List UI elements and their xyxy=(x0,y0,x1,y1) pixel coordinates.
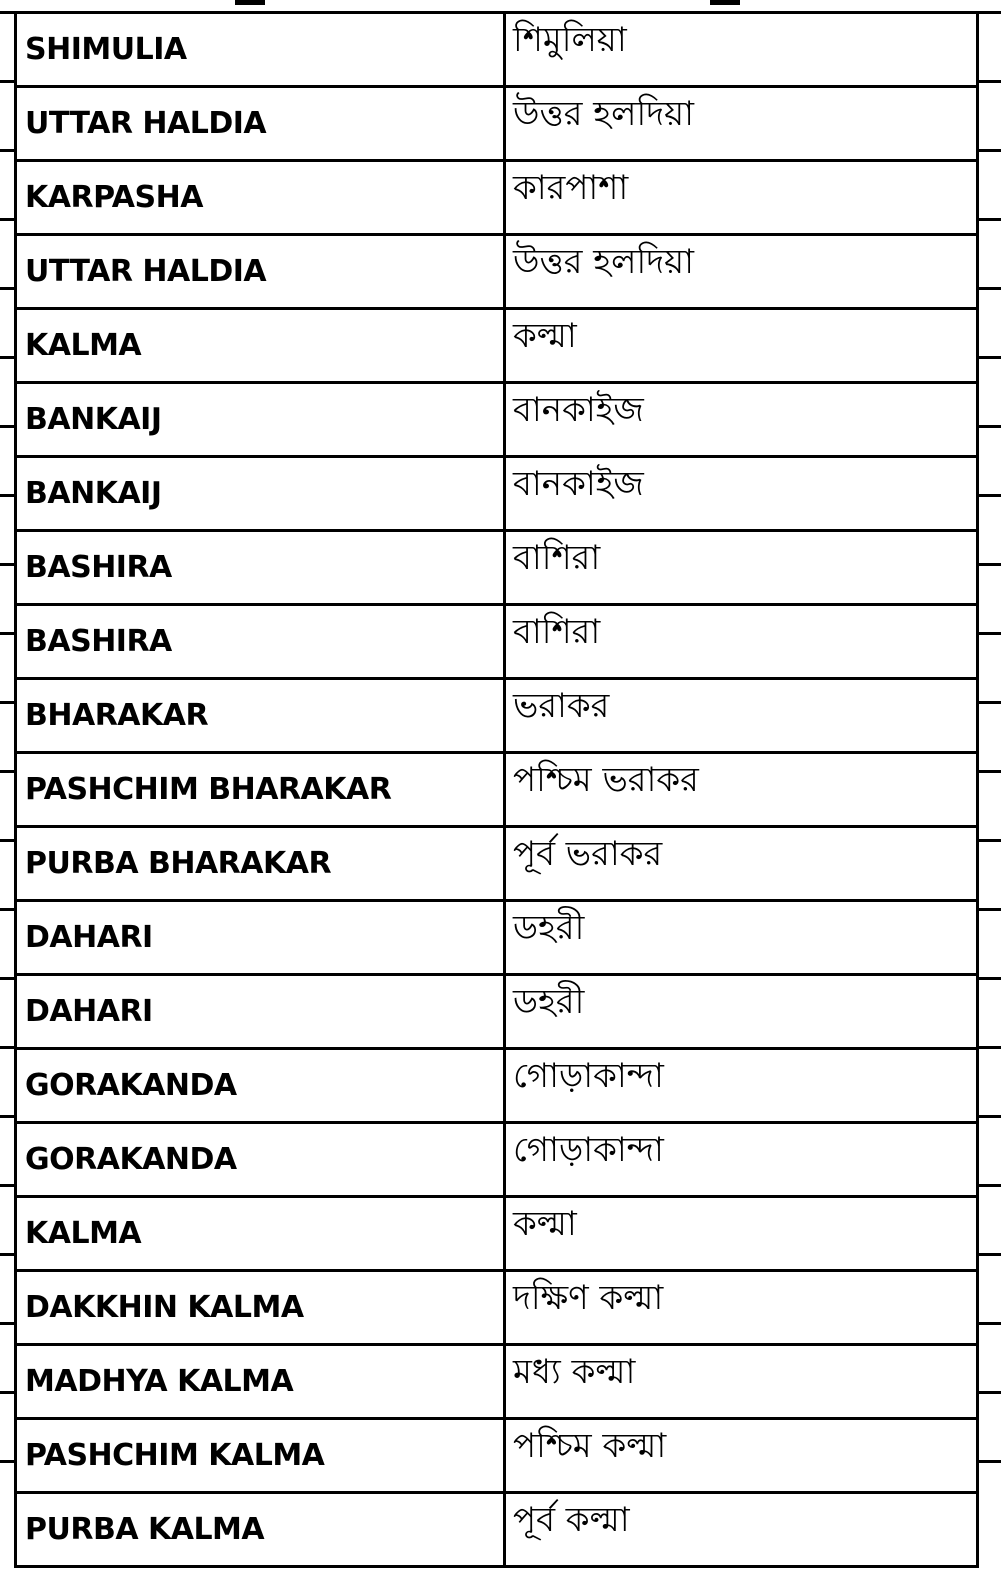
bengali-name-cell: পূর্ব কল্মা xyxy=(505,1493,978,1567)
bengali-name-cell: শিমুলিয়া xyxy=(505,13,978,87)
english-name-cell: GORAKANDA xyxy=(16,1123,505,1197)
english-name-cell: BANKAIJ xyxy=(16,383,505,457)
right-edge-rule xyxy=(979,1391,1001,1394)
left-edge-rule xyxy=(0,1460,14,1463)
bengali-name-cell: কল্মা xyxy=(505,1197,978,1271)
bengali-name-cell: গোড়াকান্দা xyxy=(505,1123,978,1197)
english-name-cell: DAHARI xyxy=(16,975,505,1049)
bengali-name-cell: গোড়াকান্দা xyxy=(505,1049,978,1123)
table-row xyxy=(16,1419,978,1493)
right-edge-rule xyxy=(979,149,1001,152)
bengali-name-cell: বাশিরা xyxy=(505,531,978,605)
left-edge-rule xyxy=(0,977,14,980)
english-name-cell: KARPASHA xyxy=(16,161,505,235)
table-row xyxy=(16,235,978,309)
table-row xyxy=(16,753,978,827)
table-row xyxy=(16,901,978,975)
bengali-name-cell: মধ্য কল্মা xyxy=(505,1345,978,1419)
right-edge-rule xyxy=(979,218,1001,221)
bengali-name-cell: বানকাইজ xyxy=(505,383,978,457)
left-edge-rule xyxy=(0,218,14,221)
table-row xyxy=(16,161,978,235)
english-name-cell: MADHYA KALMA xyxy=(16,1345,505,1419)
english-name-cell: KALMA xyxy=(16,1197,505,1271)
left-edge-rule xyxy=(0,80,14,83)
left-edge-rule xyxy=(0,1253,14,1256)
right-edge-rule xyxy=(979,977,1001,980)
left-edge-rule xyxy=(0,1322,14,1325)
english-name-cell: PASHCHIM KALMA xyxy=(16,1419,505,1493)
bengali-name-cell: উত্তর হলদিয়া xyxy=(505,235,978,309)
cut-off-header-glyph xyxy=(235,0,265,5)
english-name-cell: BASHIRA xyxy=(16,531,505,605)
table-row xyxy=(16,13,978,87)
right-edge-rule xyxy=(979,287,1001,290)
table-row xyxy=(16,1197,978,1271)
table-row xyxy=(16,1345,978,1419)
english-name-cell: SHIMULIA xyxy=(16,13,505,87)
left-edge-rule xyxy=(0,149,14,152)
right-edge-rule xyxy=(979,701,1001,704)
bengali-name-cell: বানকাইজ xyxy=(505,457,978,531)
right-edge-rule xyxy=(979,1115,1001,1118)
left-edge-rule xyxy=(0,1391,14,1394)
left-edge-rule xyxy=(0,563,14,566)
english-name-cell: PURBA BHARAKAR xyxy=(16,827,505,901)
table-row xyxy=(16,827,978,901)
right-edge-rule xyxy=(979,563,1001,566)
right-edge-rule xyxy=(979,11,1001,14)
right-edge-rule xyxy=(979,80,1001,83)
table-row xyxy=(16,309,978,383)
right-edge-rule xyxy=(979,839,1001,842)
cut-off-header-glyph xyxy=(710,0,740,5)
right-edge-rule xyxy=(979,494,1001,497)
right-edge-rule xyxy=(979,356,1001,359)
left-edge-rule xyxy=(0,1115,14,1118)
right-edge-rule xyxy=(979,1253,1001,1256)
bengali-name-cell: বাশিরা xyxy=(505,605,978,679)
table-row xyxy=(16,679,978,753)
right-edge-rule xyxy=(979,1184,1001,1187)
left-edge-rule xyxy=(0,1046,14,1049)
bengali-name-cell: ভরাকর xyxy=(505,679,978,753)
bengali-name-cell: দক্ষিণ কল্মা xyxy=(505,1271,978,1345)
table-row xyxy=(16,1049,978,1123)
right-edge-rule xyxy=(979,908,1001,911)
table-row xyxy=(16,87,978,161)
left-edge-rule xyxy=(0,11,14,14)
left-edge-rule xyxy=(0,908,14,911)
table-row xyxy=(16,975,978,1049)
table-row xyxy=(16,383,978,457)
english-name-cell: UTTAR HALDIA xyxy=(16,235,505,309)
village-name-table xyxy=(14,11,979,1568)
table-row xyxy=(16,457,978,531)
bengali-name-cell: উত্তর হলদিয়া xyxy=(505,87,978,161)
left-edge-rule xyxy=(0,839,14,842)
bengali-name-cell: পশ্চিম ভরাকর xyxy=(505,753,978,827)
english-name-cell: UTTAR HALDIA xyxy=(16,87,505,161)
english-name-cell: PURBA KALMA xyxy=(16,1493,505,1567)
left-edge-rule xyxy=(0,770,14,773)
right-edge-rule xyxy=(979,425,1001,428)
english-name-cell: BASHIRA xyxy=(16,605,505,679)
left-edge-rule xyxy=(0,425,14,428)
left-edge-rule xyxy=(0,701,14,704)
right-edge-rule xyxy=(979,1046,1001,1049)
english-name-cell: DAHARI xyxy=(16,901,505,975)
bengali-name-cell: পশ্চিম কল্মা xyxy=(505,1419,978,1493)
table-row xyxy=(16,605,978,679)
table-body xyxy=(16,13,978,1567)
left-edge-rule xyxy=(0,632,14,635)
english-name-cell: DAKKHIN KALMA xyxy=(16,1271,505,1345)
right-edge-rule xyxy=(979,1322,1001,1325)
english-name-cell: GORAKANDA xyxy=(16,1049,505,1123)
english-name-cell: BHARAKAR xyxy=(16,679,505,753)
right-edge-rule xyxy=(979,770,1001,773)
left-edge-rule xyxy=(0,356,14,359)
bengali-name-cell: কল্মা xyxy=(505,309,978,383)
left-edge-rule xyxy=(0,287,14,290)
table-row xyxy=(16,1493,978,1567)
left-edge-rule xyxy=(0,494,14,497)
bengali-name-cell: পূর্ব ভরাকর xyxy=(505,827,978,901)
english-name-cell: KALMA xyxy=(16,309,505,383)
table-row xyxy=(16,1123,978,1197)
left-edge-rule xyxy=(0,1184,14,1187)
bengali-name-cell: ডহরী xyxy=(505,975,978,1049)
english-name-cell: BANKAIJ xyxy=(16,457,505,531)
right-edge-rule xyxy=(979,632,1001,635)
bengali-name-cell: কারপাশা xyxy=(505,161,978,235)
table-row xyxy=(16,1271,978,1345)
right-edge-rule xyxy=(979,1460,1001,1463)
bengali-name-cell: ডহরী xyxy=(505,901,978,975)
table-row xyxy=(16,531,978,605)
english-name-cell: PASHCHIM BHARAKAR xyxy=(16,753,505,827)
